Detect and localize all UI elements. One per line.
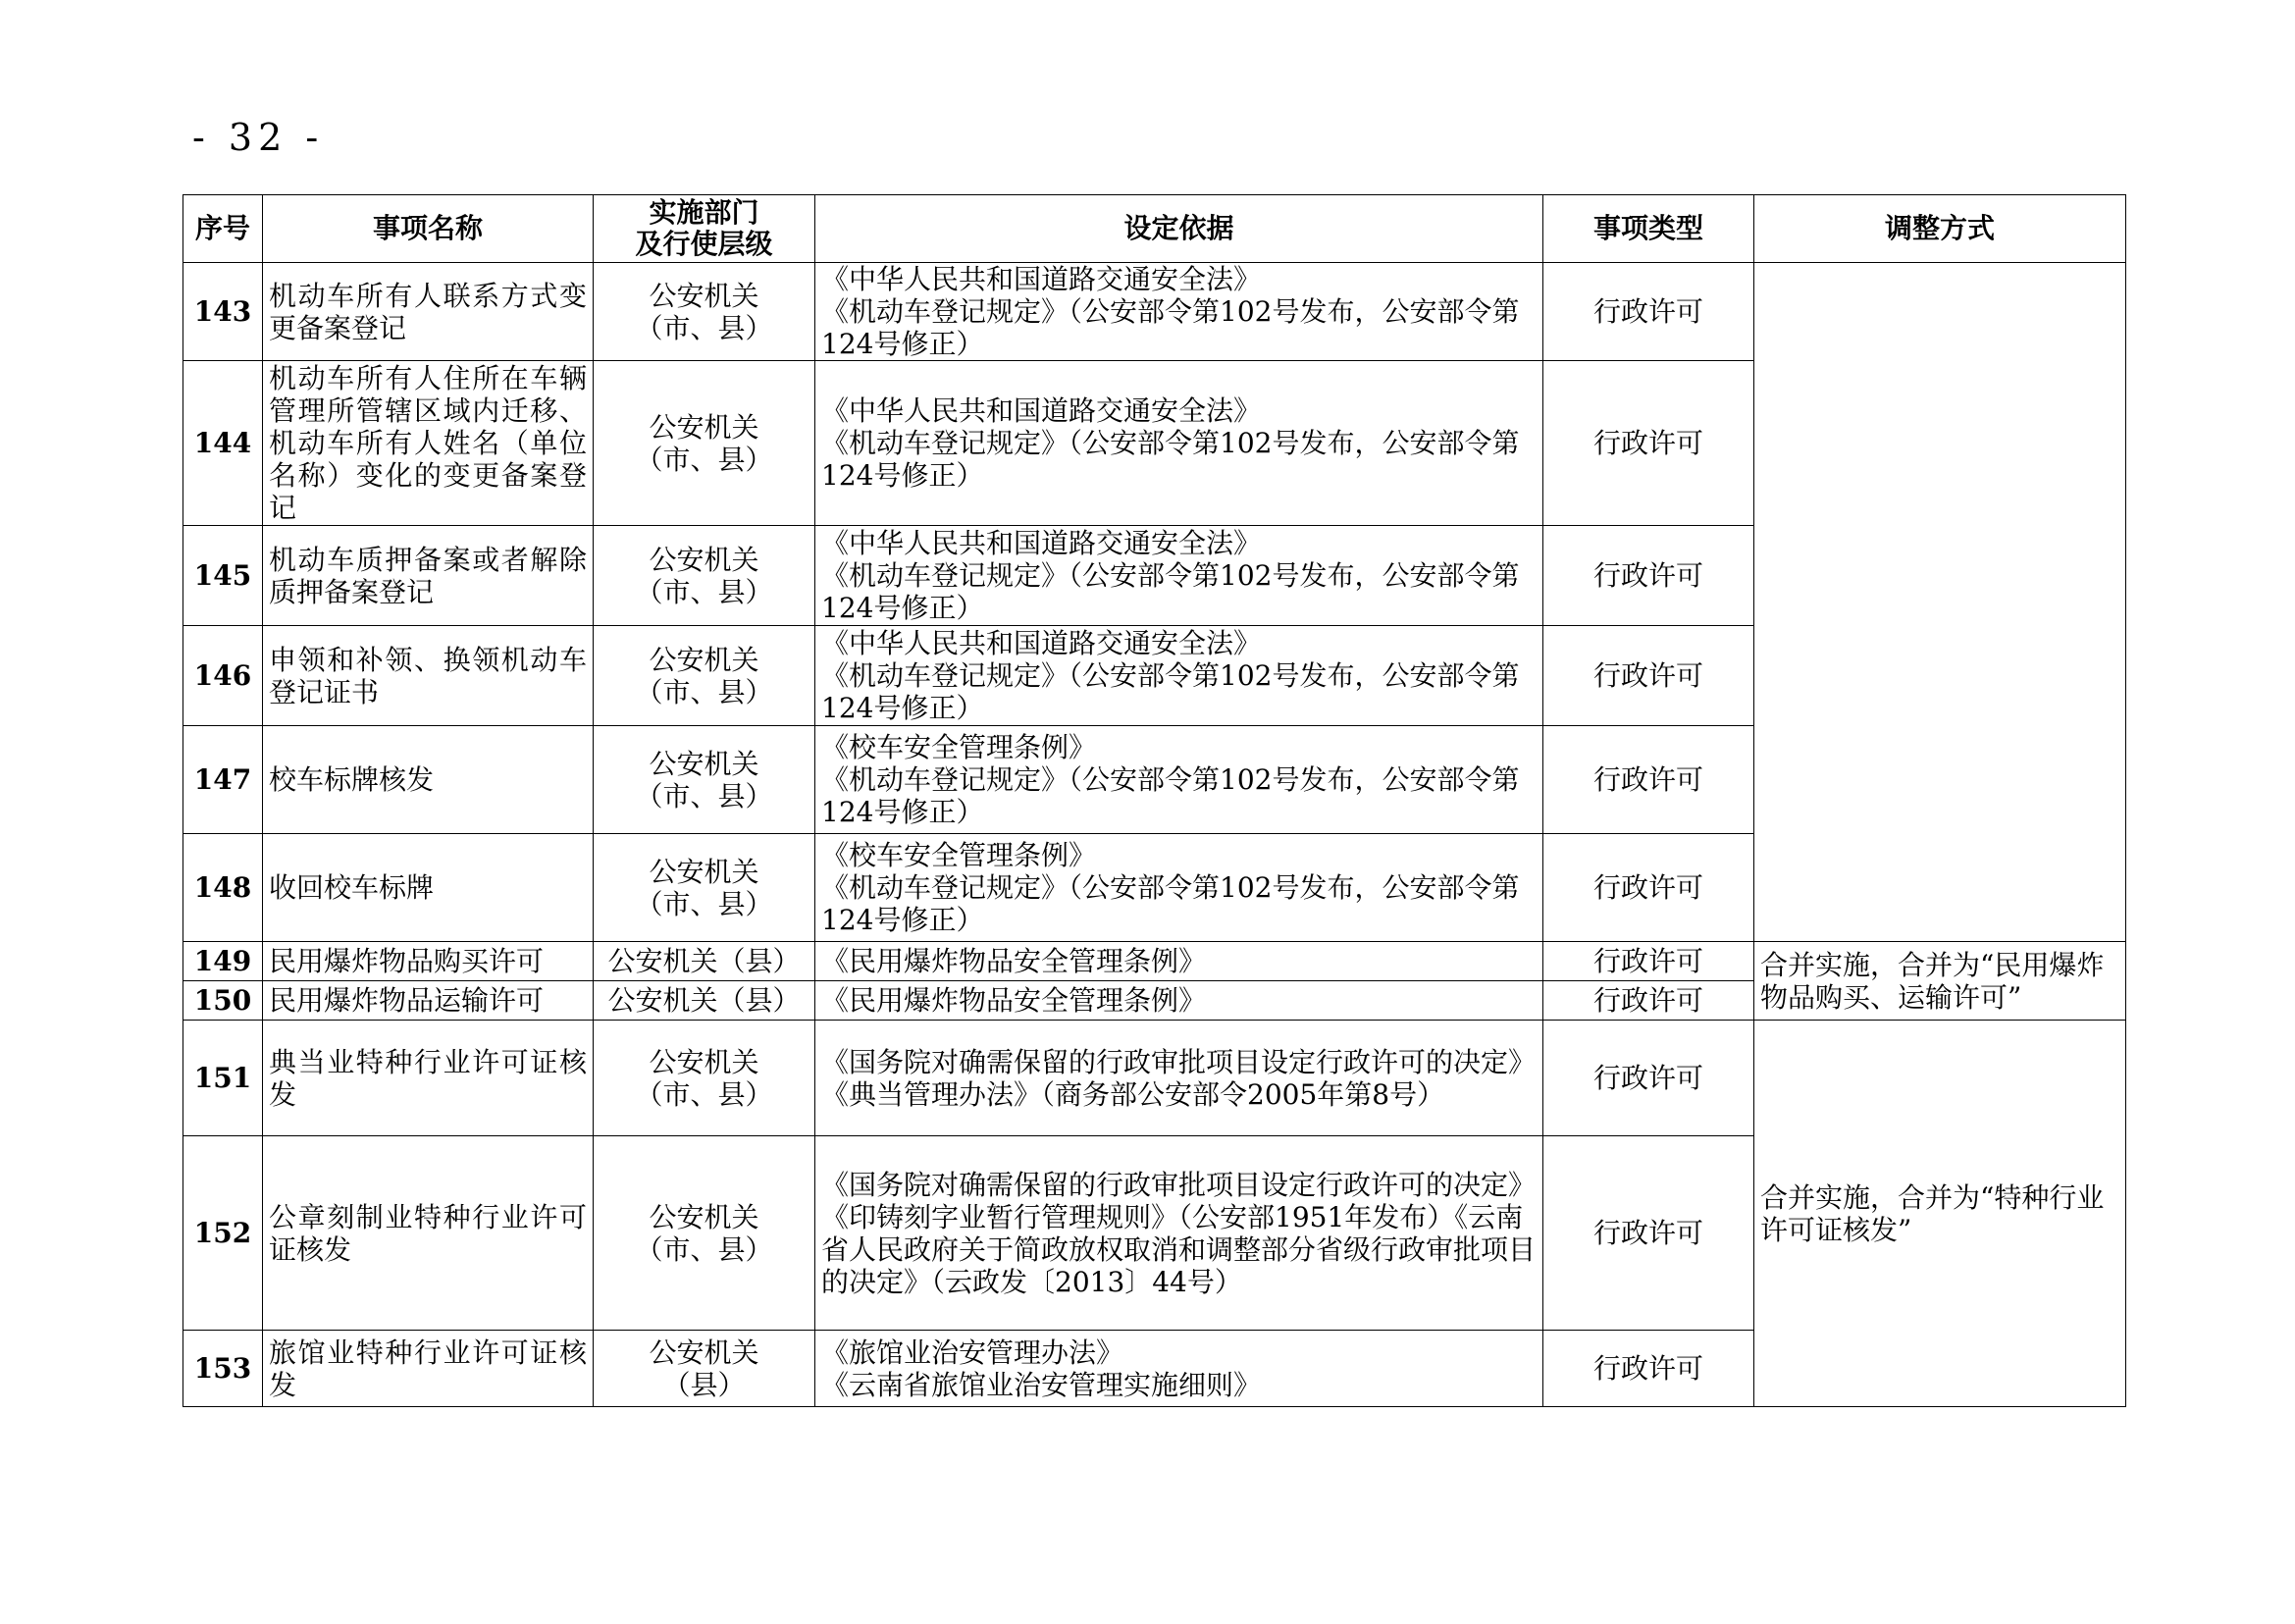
row-num: 148: [183, 834, 263, 942]
adjust-group-a: [1754, 263, 2126, 942]
dept-line: （县）: [662, 1368, 746, 1401]
basis-line: 《机动车登记规定》（公安部令第102号发布，公安部令第124号修正）: [821, 427, 1520, 492]
table-row: [183, 942, 2126, 981]
row-dept: 公安机关（县）: [594, 981, 815, 1021]
basis-line: 《机动车登记规定》（公安部令第102号发布，公安部令第124号修正）: [821, 659, 1520, 724]
row-name: 机动车所有人联系方式变更备案登记: [263, 263, 594, 361]
row-type: 行政许可: [1543, 1136, 1754, 1331]
row-basis: [815, 526, 1543, 626]
dept-line: 公安机关: [649, 279, 759, 312]
dept-line: 公安机关: [649, 855, 759, 888]
row-dept: [594, 1021, 815, 1136]
row-type: 行政许可: [1543, 1021, 1754, 1136]
row-num: 152: [183, 1136, 263, 1331]
basis-line: 《机动车登记规定》（公安部令第102号发布，公安部令第124号修正）: [821, 295, 1520, 360]
row-num: 149: [183, 942, 263, 981]
row-dept: 公安机关（县）: [594, 942, 815, 981]
row-name: 民用爆炸物品运输许可: [263, 981, 594, 1021]
basis-line: 《机动车登记规定》（公安部令第102号发布，公安部令第124号修正）: [821, 871, 1520, 936]
row-type: 行政许可: [1543, 526, 1754, 626]
basis-line: 《国务院对确需保留的行政审批项目设定行政许可的决定》: [821, 1045, 1537, 1078]
dept-line: （市、县）: [635, 1077, 773, 1111]
approval-items-table: [183, 194, 2126, 1407]
row-name: 典当业特种行业许可证核发: [263, 1021, 594, 1136]
basis-line: 《典当管理办法》（商务部公安部令2005年第8号）: [821, 1077, 1445, 1111]
basis-line: 《校车安全管理条例》: [821, 839, 1097, 871]
basis-line: 《机动车登记规定》（公安部令第102号发布，公安部令第124号修正）: [821, 559, 1520, 624]
table-row: [183, 263, 2126, 361]
page-number: - 32 -: [192, 116, 325, 159]
row-name: 机动车质押备案或者解除质押备案登记: [263, 526, 594, 626]
row-num: 146: [183, 626, 263, 726]
row-type: 行政许可: [1543, 834, 1754, 942]
row-num: 153: [183, 1331, 263, 1407]
row-basis: [815, 834, 1543, 942]
row-dept: [594, 626, 815, 726]
dept-line: 公安机关: [649, 543, 759, 576]
row-name: 校车标牌核发: [263, 726, 594, 834]
dept-line: 公安机关: [649, 747, 759, 780]
header-type: 事项类型: [1543, 195, 1754, 263]
basis-line: 《中华人民共和国道路交通安全法》: [821, 263, 1262, 295]
table-row: [183, 1021, 2126, 1136]
dept-line: （市、县）: [635, 779, 773, 812]
basis-line: 《印铸刻字业暂行管理规则》（公安部1951年发布）《云南省人民政府关于简政放权取消和调整部分省级行政审批项目的决定》（云政发〔2013〕44号）: [821, 1200, 1537, 1298]
row-num: 150: [183, 981, 263, 1021]
row-basis: 《民用爆炸物品安全管理条例》: [815, 942, 1543, 981]
row-dept: [594, 834, 815, 942]
row-type: 行政许可: [1543, 942, 1754, 981]
dept-line: （市、县）: [635, 311, 773, 344]
row-type: 行政许可: [1543, 1331, 1754, 1407]
dept-line: 公安机关: [649, 643, 759, 676]
row-num: 144: [183, 361, 263, 526]
basis-line: 《旅馆业治安管理办法》: [821, 1336, 1124, 1369]
row-name: 机动车所有人住所在车辆管理所管辖区域内迁移、机动车所有人姓名（单位名称）变化的变更备案登记: [263, 361, 594, 526]
row-basis: [815, 263, 1543, 361]
basis-line: 《云南省旅馆业治安管理实施细则》: [821, 1368, 1262, 1401]
header-adjust: 调整方式: [1754, 195, 2126, 263]
row-name: 旅馆业特种行业许可证核发: [263, 1331, 594, 1407]
row-num: 147: [183, 726, 263, 834]
header-name: 事项名称: [263, 195, 594, 263]
header-dept-line2: 及行使层级: [635, 228, 773, 260]
adjust-group-b: 合并实施，合并为“民用爆炸物品购买、运输许可”: [1754, 942, 2126, 1021]
row-basis: [815, 626, 1543, 726]
row-dept: [594, 726, 815, 834]
dept-line: （市、县）: [635, 575, 773, 608]
dept-line: 公安机关: [649, 1200, 759, 1233]
row-type: 行政许可: [1543, 263, 1754, 361]
row-dept: [594, 1331, 815, 1407]
row-type: 行政许可: [1543, 626, 1754, 726]
dept-line: （市、县）: [635, 887, 773, 920]
row-num: 145: [183, 526, 263, 626]
row-dept: [594, 263, 815, 361]
basis-line: 《校车安全管理条例》: [821, 731, 1097, 763]
row-type: 行政许可: [1543, 361, 1754, 526]
dept-line: 公安机关: [649, 1336, 759, 1369]
basis-line: 《中华人民共和国道路交通安全法》: [821, 627, 1262, 659]
dept-line: （市、县）: [635, 443, 773, 476]
dept-line: 公安机关: [649, 410, 759, 444]
basis-line: 《中华人民共和国道路交通安全法》: [821, 394, 1262, 427]
row-basis: [815, 1136, 1543, 1331]
row-name: 申领和补领、换领机动车登记证书: [263, 626, 594, 726]
row-type: 行政许可: [1543, 981, 1754, 1021]
row-type: 行政许可: [1543, 726, 1754, 834]
basis-line: 《中华人民共和国道路交通安全法》: [821, 527, 1262, 559]
dept-line: （市、县）: [635, 675, 773, 708]
basis-line: 《机动车登记规定》（公安部令第102号发布，公安部令第124号修正）: [821, 763, 1520, 828]
row-dept: [594, 361, 815, 526]
row-basis: [815, 726, 1543, 834]
row-num: 151: [183, 1021, 263, 1136]
adjust-group-c: 合并实施，合并为“特种行业许可证核发”: [1754, 1021, 2126, 1407]
dept-line: （市、县）: [635, 1232, 773, 1266]
row-basis: [815, 361, 1543, 526]
table-header-row: [183, 195, 2126, 263]
header-dept-line1: 实施部门: [649, 196, 759, 229]
row-basis: 《民用爆炸物品安全管理条例》: [815, 981, 1543, 1021]
row-dept: [594, 1136, 815, 1331]
basis-line: 《国务院对确需保留的行政审批项目设定行政许可的决定》: [821, 1168, 1537, 1201]
row-num: 143: [183, 263, 263, 361]
row-basis: [815, 1021, 1543, 1136]
row-name: 民用爆炸物品购买许可: [263, 942, 594, 981]
header-dept: [594, 195, 815, 263]
header-basis: 设定依据: [815, 195, 1543, 263]
row-dept: [594, 526, 815, 626]
dept-line: 公安机关: [649, 1045, 759, 1078]
row-name: 收回校车标牌: [263, 834, 594, 942]
row-name: 公章刻制业特种行业许可证核发: [263, 1136, 594, 1331]
header-num: 序号: [183, 195, 263, 263]
row-basis: [815, 1331, 1543, 1407]
